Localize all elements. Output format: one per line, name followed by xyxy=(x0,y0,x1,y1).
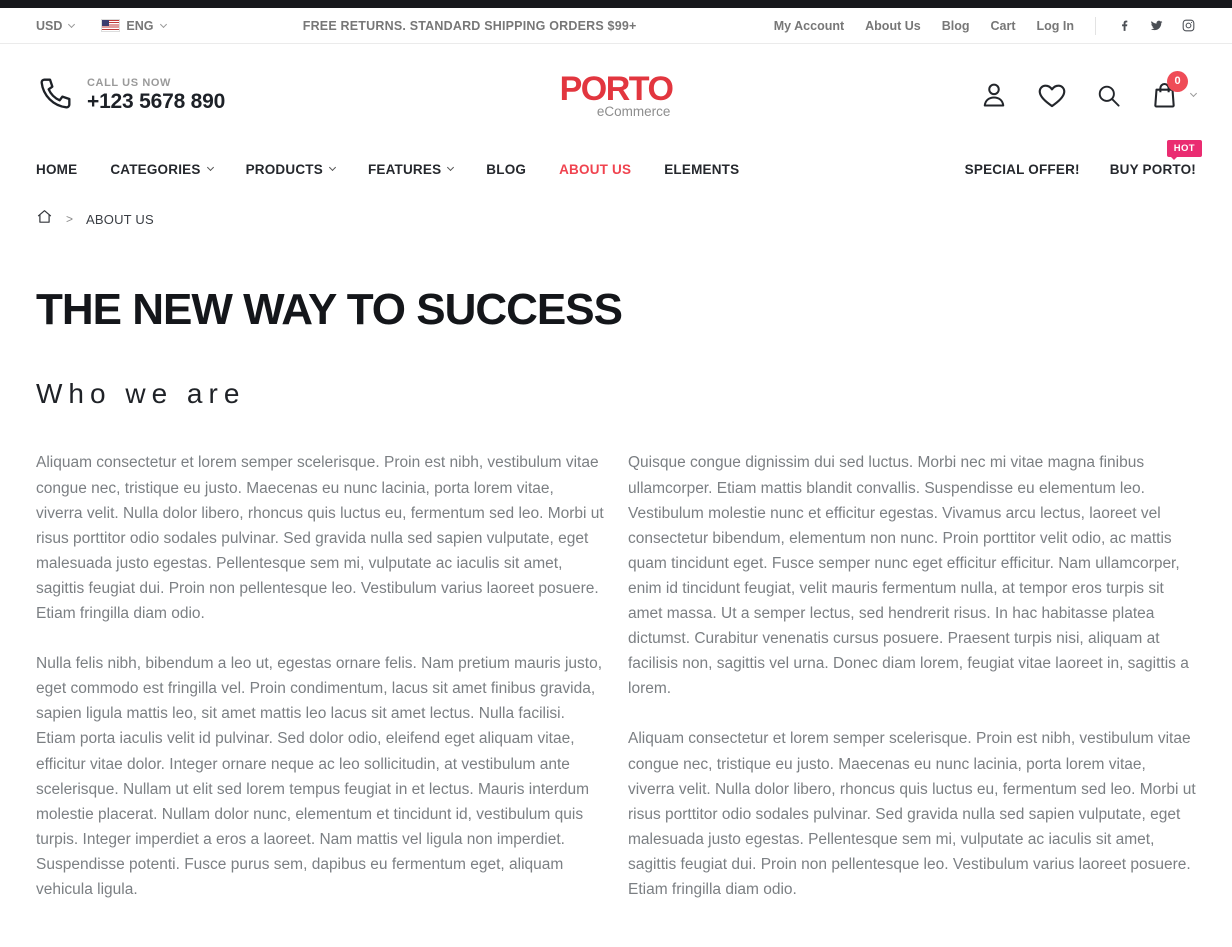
buy-porto-link[interactable] xyxy=(1109,142,1196,177)
nav-right xyxy=(964,142,1196,177)
topbar-links xyxy=(774,17,1196,35)
call-us-text xyxy=(87,77,225,114)
buy-porto-label: BUY PORTO! xyxy=(1109,161,1196,177)
paragraph: Quisque congue dignissim dui sed luctus. Morbi nec mi vitae magna finibus ullamcorper. Etiam mattis blandit convallis. Suspendisse eu elementum leo. Vestibulum molestie nunc et efficitur egestas. Vivamus arcu lectus, laoreet vel consectetur bibendum, elementum non nunc. Proin porttitor velit odio, ac mattis quam tincidunt eget. Fusce semper nunc eget efficitur efficitur. Nam ullamcorper, enim id tincidunt feugiat, velit mauris fermentum nulla, at tempor eros turpis sit amet massa. Ut a semper lectus, sed hendrerit risus. In hac habitasse platea dictumst. Curabitur venenatis cursus posuere. Praesent turpis nisi, aliquam at facilisis non, sagittis vel urna. Donec diam lorem, feugiat vitae laoreet in, sagittis a lorem. xyxy=(628,454,1189,698)
topbar-link-about-us[interactable]: About Us xyxy=(865,18,921,33)
special-offer-link[interactable]: SPECIAL OFFER! xyxy=(964,161,1080,177)
wishlist-heart-icon[interactable] xyxy=(1036,79,1068,111)
call-us-label: CALL US NOW xyxy=(87,76,172,89)
nav-item-home[interactable] xyxy=(36,162,77,177)
currency-dropdown[interactable] xyxy=(36,19,74,33)
language-dropdown[interactable] xyxy=(102,19,165,33)
chevron-down-icon xyxy=(207,164,214,171)
logo-subtitle: eCommerce xyxy=(596,103,671,119)
logo[interactable] xyxy=(559,69,673,119)
chevron-down-icon xyxy=(68,20,75,27)
paragraph: Aliquam consectetur et lorem semper scelerisque. Proin est nibh, vestibulum vitae congue nec, tristique eu justo. Maecenas eu nunc lacinia, porta lorem vitae, viverra velit. Nulla dolor libero, rhoncus quis luctus eu, fermentum sed leo. Morbi ut risus porttitor odio sodales pulvinar. Sed gravida nulla sed sapien vulputate, eget malesuada justo egestas. Pellentesque sem mi, vulputate ac iaculis sit amet, sagittis feugiat dui. Proin non pellentesque leo. Vestibulum varius laoreet posuere. Etiam fringilla diam odio. xyxy=(36,454,604,623)
shipping-promo-message: FREE RETURNS. STANDARD SHIPPING ORDERS $99+ xyxy=(302,18,637,33)
page-title: THE NEW WAY TO SUCCESS xyxy=(36,285,622,334)
nav-item-about-us[interactable] xyxy=(559,162,631,177)
topbar-link-blog[interactable]: Blog xyxy=(941,18,970,33)
nav-item-label: PRODUCTS xyxy=(245,161,323,177)
account-icon[interactable] xyxy=(979,80,1009,110)
nav-item-elements[interactable] xyxy=(664,162,739,177)
breadcrumb-home-link[interactable] xyxy=(36,208,53,230)
main-header xyxy=(0,44,1232,146)
paragraph: Nulla felis nibh, bibendum a leo ut, egestas ornare felis. Nam pretium mauris justo, eget commodo est fringilla vel. Proin condimentum, lacus sit amet finibus gravida, sapien ligula mattis leo, sit amet mattis leo lacus sit amet lectus. Nulla facilisi. Etiam porta iaculis velit id pulvinar. Sed dolor odio, eleifend eget aliquam vitae, efficitur vitae dolor. Integer ornare neque ac leo sollicitudin, at vestibulum ante scelerisque. Nullam ut elit sed lorem tempus feugiat in et lectus. Mauris interdum molestie placerat. Nullam dolor nunc, elementum et tincidunt id, vestibulum quis turpis. Integer imperdiet a eros a laoreet. Nam mattis vel ligula non imperdiet. Suspendisse potenti. Fusce purus sem, dapibus eu fermentum eget, aliquam vehicula ligula. xyxy=(36,655,603,899)
nav-item-label: ABOUT US xyxy=(559,161,632,177)
language-label: ENG xyxy=(126,18,154,33)
top-strip xyxy=(0,0,1232,8)
hot-badge: HOT xyxy=(1167,140,1202,157)
nav-item-label: BLOG xyxy=(486,161,527,177)
main-nav xyxy=(0,142,1232,192)
topbar-link-cart[interactable]: Cart xyxy=(990,18,1016,33)
section-title-who-we-are: Who we are xyxy=(36,378,246,410)
nav-item-categories[interactable] xyxy=(110,162,212,177)
text-column-left xyxy=(36,450,604,927)
topbar-link-my-account[interactable]: My Account xyxy=(773,18,845,33)
social-links xyxy=(1117,18,1196,33)
nav-item-blog[interactable] xyxy=(486,162,526,177)
logo-text: PORTO xyxy=(559,69,673,108)
nav-item-label: HOME xyxy=(36,161,78,177)
divider xyxy=(1095,17,1096,35)
nav-item-label: ELEMENTS xyxy=(664,161,740,177)
currency-label: USD xyxy=(36,18,63,33)
cart-button[interactable] xyxy=(1149,75,1196,111)
call-us-block xyxy=(36,73,225,118)
nav-item-products[interactable] xyxy=(246,162,335,177)
home-icon xyxy=(36,208,53,230)
topbar xyxy=(0,8,1232,44)
chevron-down-icon xyxy=(447,164,454,171)
twitter-icon[interactable] xyxy=(1149,18,1164,33)
nav-item-label: FEATURES xyxy=(367,161,442,177)
header-icons xyxy=(979,75,1196,111)
search-icon[interactable] xyxy=(1095,82,1122,109)
breadcrumb-separator: > xyxy=(66,212,74,226)
paragraph: Aliquam consectetur et lorem semper scelerisque. Proin est nibh, vestibulum vitae congue nec, tristique eu justo. Maecenas eu nunc lacinia, porta lorem vitae, viverra velit. Nulla dolor libero, rhoncus quis luctus eu, fermentum sed leo. Morbi ut risus porttitor odio sodales pulvinar. Sed gravida nulla sed sapien vulputate, eget malesuada justo egestas. Pellentesque sem mi, vulputate ac iaculis sit amet, sagittis feugiat dui. Proin non pellentesque leo. Vestibulum varius laoreet posuere. Etiam fringilla diam odio. xyxy=(628,730,1196,899)
topbar-link-log-in[interactable]: Log In xyxy=(1036,18,1074,33)
topbar-left xyxy=(36,19,166,33)
breadcrumb-current: ABOUT US xyxy=(86,211,154,227)
cart-count-badge: 0 xyxy=(1167,71,1188,92)
instagram-icon[interactable] xyxy=(1181,18,1196,33)
nav-item-features[interactable] xyxy=(368,162,453,177)
chevron-down-icon xyxy=(1190,90,1197,97)
main-content xyxy=(36,250,1196,947)
text-column-right xyxy=(628,450,1196,927)
phone-icon xyxy=(36,73,76,118)
nav-item-label: CATEGORIES xyxy=(110,161,201,177)
phone-number: +123 5678 890 xyxy=(87,89,226,113)
breadcrumb xyxy=(36,192,1196,250)
us-flag-icon xyxy=(102,20,119,31)
text-columns xyxy=(36,450,1196,927)
facebook-icon[interactable] xyxy=(1117,18,1132,33)
nav-list xyxy=(36,162,739,177)
chevron-down-icon xyxy=(329,164,336,171)
